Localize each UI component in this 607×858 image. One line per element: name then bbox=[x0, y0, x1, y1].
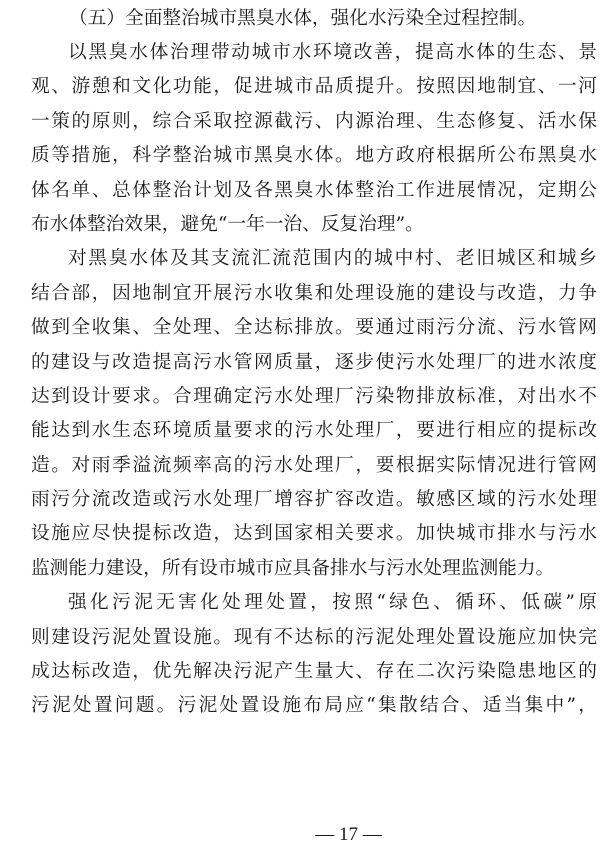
paragraph-line: 监测能力建设，所有设市城市应具备排水与污水处理监测能力。 bbox=[31, 557, 555, 579]
paragraph-line: 设施应尽快提标改造，达到国家相关要求。加快城市排水与污水 bbox=[31, 523, 597, 545]
paragraph-line: 对黑臭水体及其支流汇流范围内的城中村、老旧城区和城乡 bbox=[68, 248, 597, 270]
paragraph-1 bbox=[31, 36, 597, 242]
paragraph-line: 布水体整治效果，避免“一年一治、反复治理”。 bbox=[31, 213, 424, 235]
paragraph-line: 一策的原则，综合采取控源截污、内源治理、生态修复、活水保 bbox=[31, 110, 597, 132]
paragraph-line: 观、游憩和文化功能，促进城市品质提升。按照因地制宜、一河 bbox=[31, 76, 597, 98]
paragraph-line: 质等措施，科学整治城市黑臭水体。地方政府根据所公布黑臭水 bbox=[31, 145, 597, 167]
paragraph-line: 造。对雨季溢流频率高的污水处理厂，要根据实际情况进行管网 bbox=[31, 454, 597, 476]
paragraph-2 bbox=[31, 242, 597, 586]
paragraph-line: 体名单、总体整治计划及各黑臭水体整治工作进展情况，定期公 bbox=[31, 179, 597, 201]
paragraph-line: 成达标改造，优先解决污泥产生量大、存在二次污染隐患地区的 bbox=[31, 661, 597, 683]
paragraph-line: 则建设污泥处置设施。现有不达标的污泥处理处置设施应加快完 bbox=[31, 626, 597, 648]
paragraph-line: 强化污泥无害化处理处置，按照“绿色、循环、低碳”原 bbox=[68, 592, 597, 614]
paragraph-line: 做到全收集、全处理、全达标排放。要通过雨污分流、污水管网 bbox=[31, 317, 597, 339]
paragraph-line: 能达到水生态环境质量要求的污水处理厂，要进行相应的提标改 bbox=[31, 420, 597, 442]
paragraph-line: 污泥处置问题。污泥处置设施布局应“集散结合、适当集中”， bbox=[31, 695, 597, 717]
paragraph-3 bbox=[31, 586, 597, 724]
document-page bbox=[31, 2, 597, 724]
section-heading: （五）全面整治城市黑臭水体，强化水污染全过程控制。 bbox=[69, 8, 537, 29]
paragraph-line: 结合部，因地制宜开展污水收集和处理设施的建设与改造，力争 bbox=[31, 282, 597, 304]
paragraph-line: 的建设与改造提高污水管网质量，逐步使污水处理厂的进水浓度 bbox=[31, 351, 597, 373]
paragraph-line: 达到设计要求。合理确定污水处理厂污染物排放标准，对出水不 bbox=[31, 385, 597, 407]
paragraph-line: 雨污分流改造或污水处理厂增容扩容改造。敏感区域的污水处理 bbox=[31, 489, 597, 511]
page-number: — 17 — bbox=[315, 824, 382, 845]
paragraph-line: 以黑臭水体治理带动城市水环境改善，提高水体的生态、景 bbox=[68, 42, 597, 63]
